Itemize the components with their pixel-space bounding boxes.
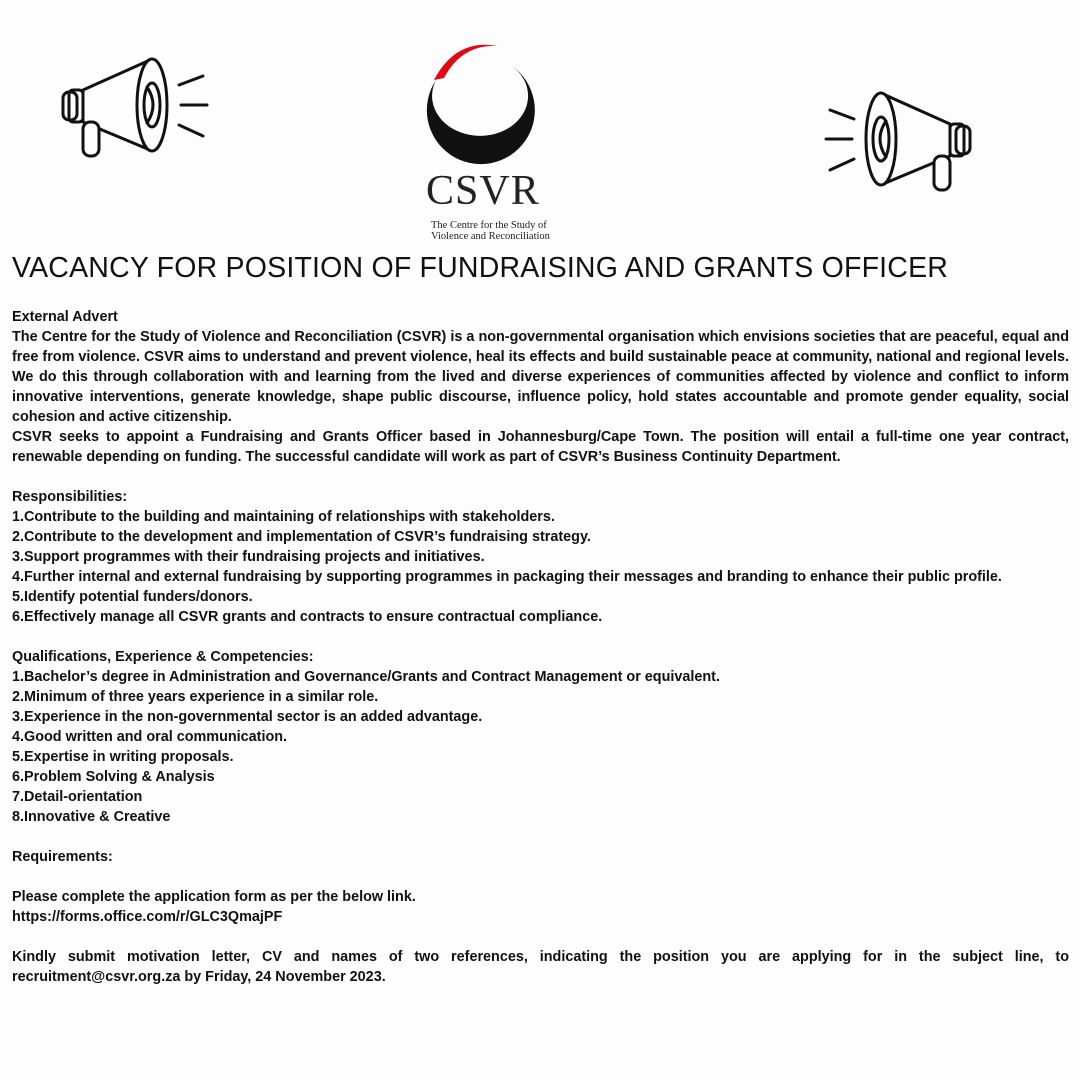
csvr-logo xyxy=(416,36,566,246)
csvr-emblem xyxy=(416,36,566,176)
list-item: 5.Expertise in writing proposals. xyxy=(12,749,234,765)
intro-paragraph: The Centre for the Study of Violence and Reconciliation (CSVR) is a non-governmental organisation which envisions societies that are peaceful, equal and free from violence. CSVR aims to understand and prevent violence, heal its effects and build sustainable peace at community, national and regional levels. We do this through collaboration with and learning from the lived and diverse experiences of communities affected by violence and conflict to inform innovative interventions, generate knowledge, shape public discourse, influence policy, hold states accountable and promote gender equality, social cohesion and active citizenship. xyxy=(12,329,1069,425)
logo-tagline-line: The Centre for the Study of xyxy=(431,220,547,231)
qualifications-heading: Qualifications, Experience & Competencies: xyxy=(12,649,314,665)
logo-tagline-line: Violence and Reconciliation xyxy=(431,231,550,242)
qualifications-list xyxy=(12,667,1069,827)
megaphone-icon xyxy=(55,52,215,162)
list-item: 3.Support programmes with their fundraising projects and initiatives. xyxy=(12,549,485,565)
list-item: 4.Further internal and external fundraising by supporting programmes in packaging their messages and branding to enhance their public profile. xyxy=(12,569,1002,585)
list-item: 2.Minimum of three years experience in a similar role. xyxy=(12,689,379,705)
list-item: 8.Innovative & Creative xyxy=(12,809,171,825)
list-item: 5.Identify potential funders/donors. xyxy=(12,589,253,605)
responsibilities-heading: Responsibilities: xyxy=(12,489,128,505)
list-item: 6.Problem Solving & Analysis xyxy=(12,769,215,785)
list-item: 2.Contribute to the development and implementation of CSVR’s fundraising strategy. xyxy=(12,529,591,545)
list-item: 4.Good written and oral communication. xyxy=(12,729,288,745)
intro-label: External Advert xyxy=(12,309,118,325)
list-item: 1.Contribute to the building and maintaining of relationships with stakeholders. xyxy=(12,509,555,525)
responsibilities-list xyxy=(12,507,1069,627)
list-item: 7.Detail-orientation xyxy=(12,789,143,805)
list-item: 3.Experience in the non-governmental sector is an added advantage. xyxy=(12,709,483,725)
application-instruction: Please complete the application form as per the below link. xyxy=(12,889,416,905)
page-title: VACANCY FOR POSITION OF FUNDRAISING AND GRANTS OFFICER xyxy=(12,252,949,284)
submission-instructions: Kindly submit motivation letter, CV and names of two references, indicating the position you are applying for in the subject line, to recruitment@csvr.org.za by Friday, 24 November 2023. xyxy=(12,949,1069,985)
logo-tagline xyxy=(431,220,571,242)
application-form-link[interactable]: https://forms.office.com/r/GLC3QmajPF xyxy=(12,909,283,925)
list-item: 1.Bachelor’s degree in Administration and Governance/Grants and Contract Management or equivalent. xyxy=(12,669,720,685)
list-item: 6.Effectively manage all CSVR grants and contracts to ensure contractual compliance. xyxy=(12,609,603,625)
requirements-heading: Requirements: xyxy=(12,849,113,865)
megaphone-icon xyxy=(818,86,978,196)
intro-paragraph: CSVR seeks to appoint a Fundraising and Grants Officer based in Johannesburg/Cape Town. The position will entail a full-time one year contract, renewable depending on funding. The successful candidate will work as part of CSVR’s Business Continuity Department. xyxy=(12,429,1069,465)
advert-body xyxy=(12,307,1069,987)
logo-name: CSVR xyxy=(426,168,540,214)
